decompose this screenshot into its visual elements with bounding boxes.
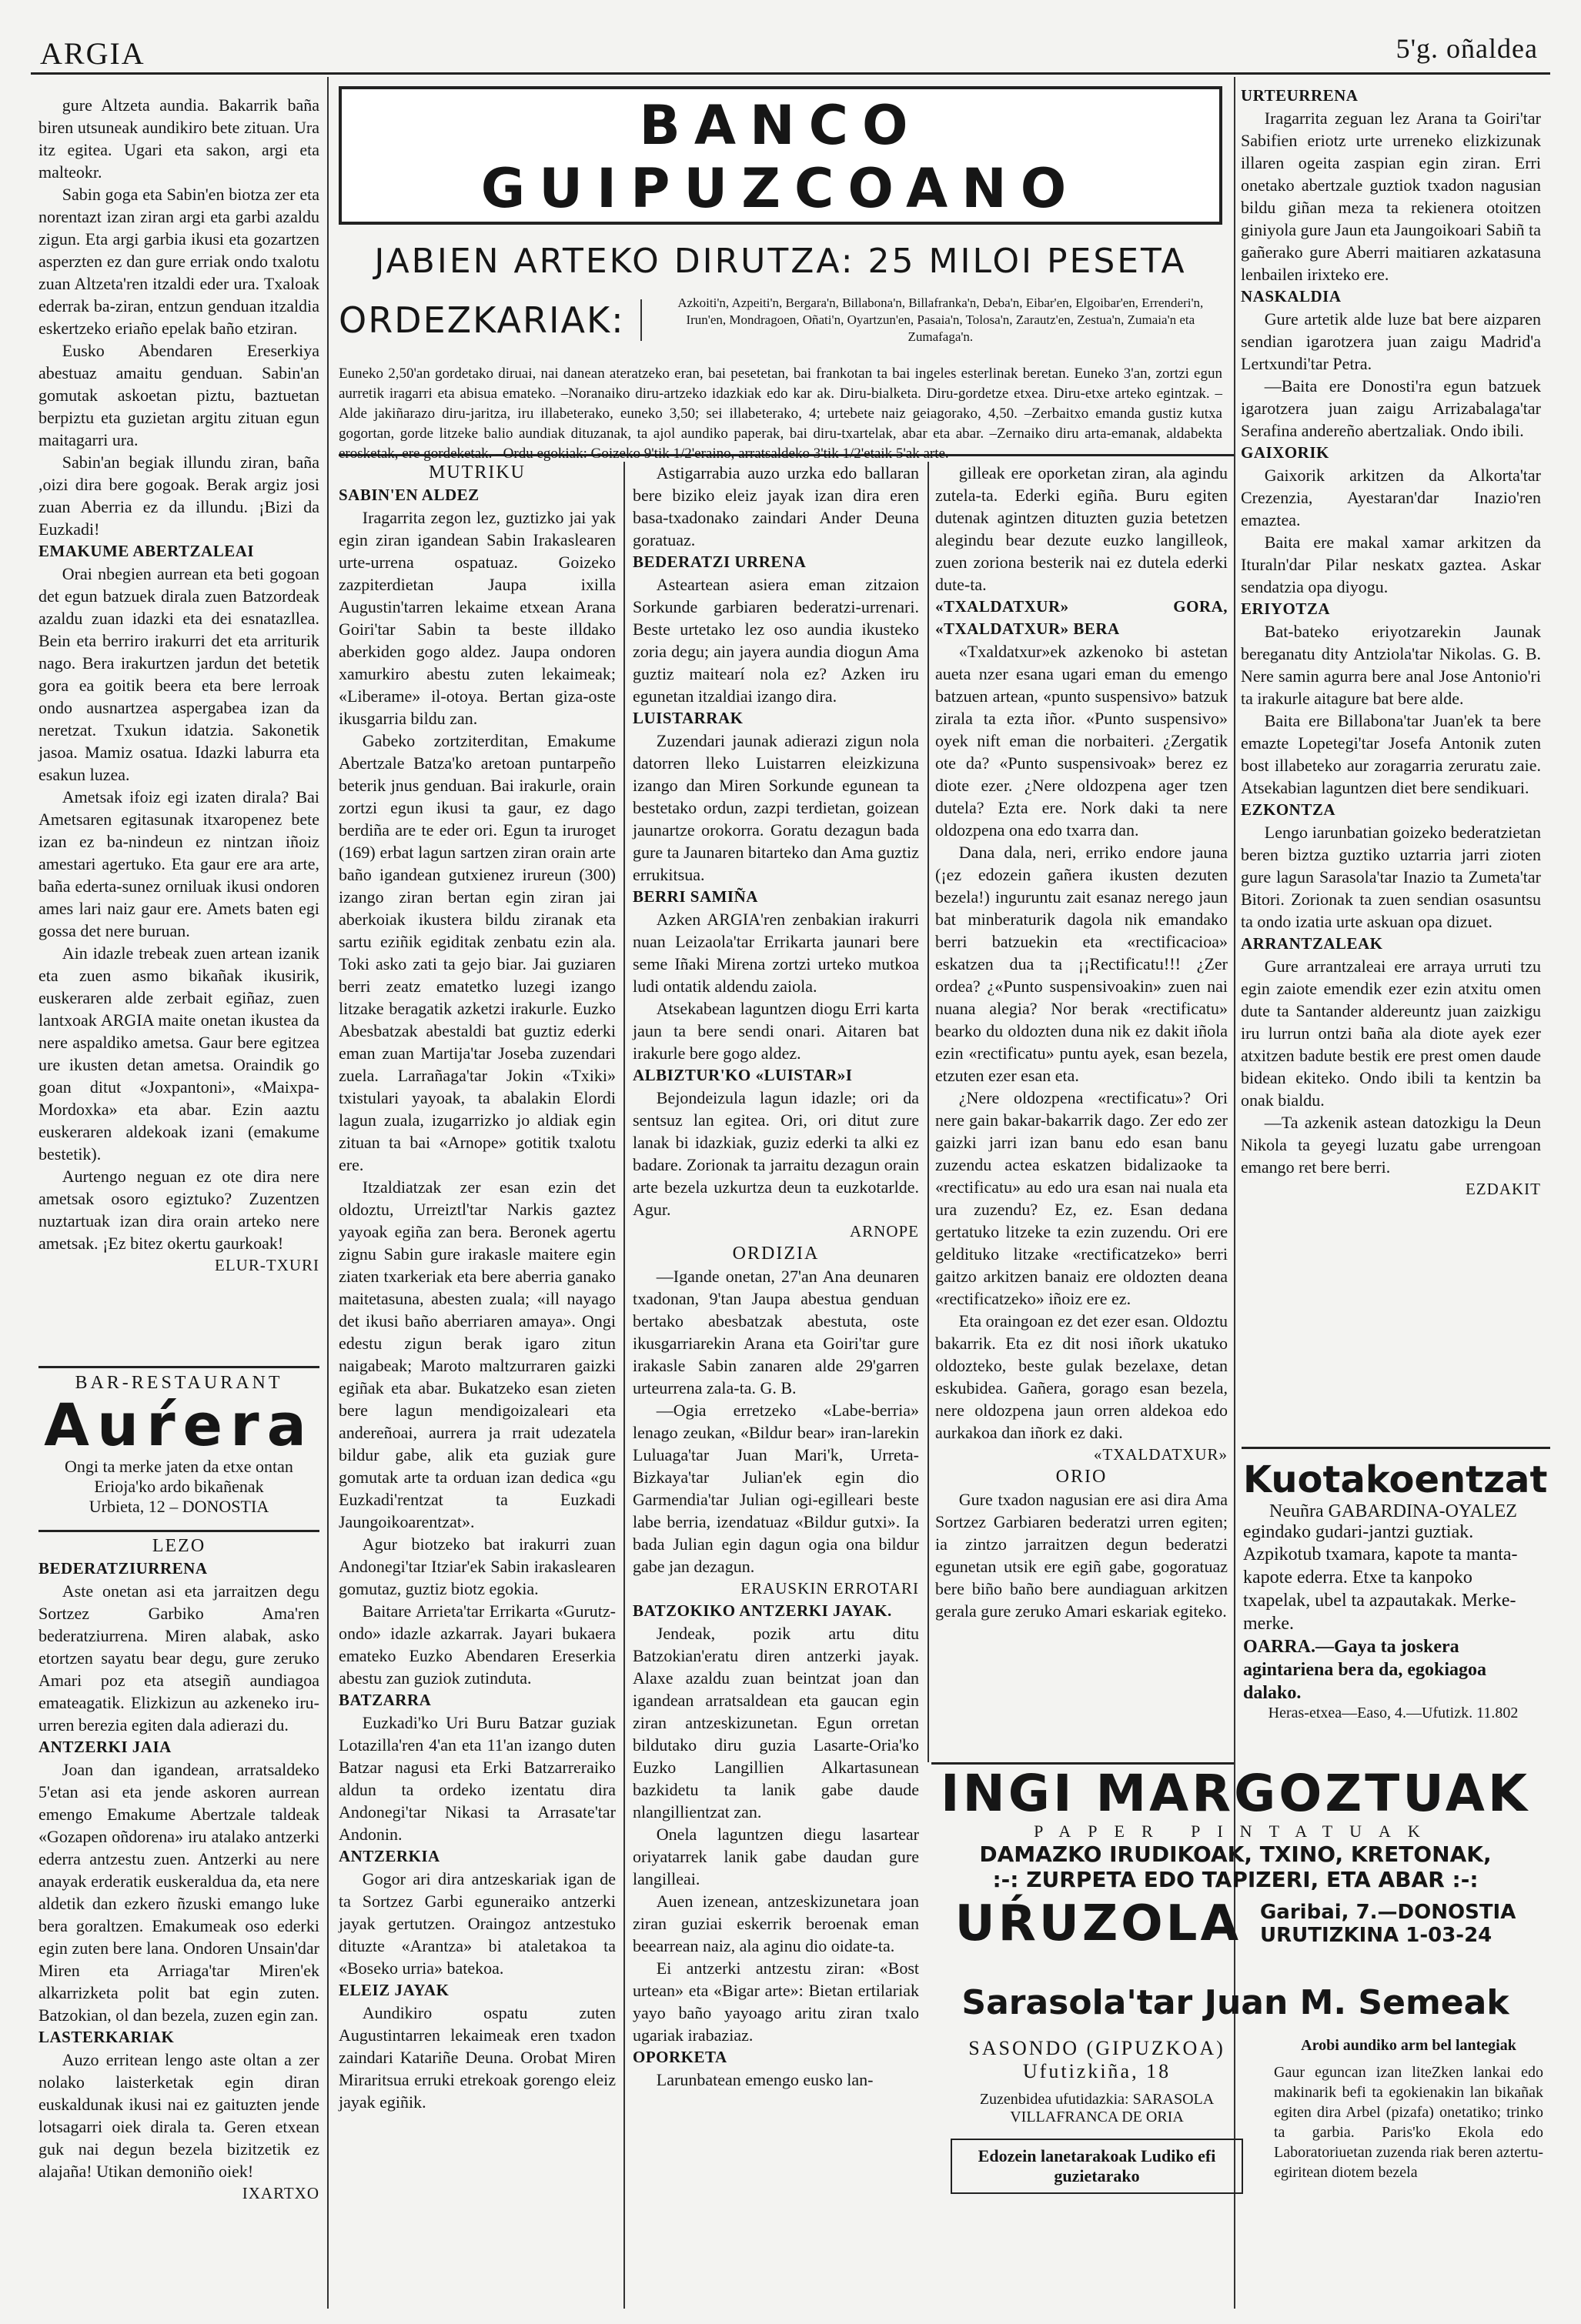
section-title: ORDIZIA xyxy=(732,1244,820,1264)
author-signature: EZDAKIT xyxy=(1466,1180,1541,1198)
article-paragraph: Euzkadi'ko Uri Buru Batzar guziak Lotazilla'ren 4'an eta 11'an izango duten Batzar nagusi eta Erki Batzarreraiko aldun ta ordeko izentatu dira Andonegi'tar Nikasi ta Arrasate'tar Andonin. xyxy=(339,1713,616,1844)
header-rule xyxy=(31,72,1550,75)
section-heading: SABIN'EN ALDEZ xyxy=(339,486,480,504)
ad-body xyxy=(928,2037,1543,2194)
column-1-lezo xyxy=(38,1535,319,2309)
ad-address: Heras-etxea—Easo, 4.—Ufutizk. 11.802 xyxy=(1268,1705,1519,1721)
article-paragraph: —Ta azkenik astean datozkigu la Deun Nikola ta geyegi luzatu gabe urrengoan emango ret bere berri. xyxy=(1241,1113,1541,1177)
article-paragraph: Iragarrita zegon lez, guztizko jai yak egin ziran igandean Sabin Irakaslearen urte-urrena ospatuaz. Goizeko zazpiterdietan Jaupa ixilla Augustin'tarren lekaime etxean Arana Goiri'tar Sabin ta beste illdako aberkiden gogo aldez. Jaupa ondoren xamurkiro abestu zuten lekaimeak; «Liberame» il-otoya. Bertan giza-oste ikusgarria bildu zan. xyxy=(339,508,616,728)
article-paragraph: Aste onetan asi eta jarraitzen degu Sortzez Garbiko Ama'ren bederatziurrena. Miren alabak, asko etortzen sayatu bear degu, gure zeruko Amari poz eta atsegiñ aundiagoa emateagatik. Elizkizun au azkeneko iru-urren berezia egiten dala adierazi du. xyxy=(38,1581,319,1735)
bank-branch-row xyxy=(339,295,1222,346)
article-paragraph: Zuzendari jaunak adierazi zigun nola datorren lleko Luistarren eleizkizuna izango dan Miren Sorkunde egunean ta bestetako ordun, zazpi terdietan, goizean jaunartze orokorra. Goratu dezagun bada gure ta Jaunaren bitarteko dan Ama guztiz errukitsua. xyxy=(633,731,919,884)
article-paragraph: Dana dala, neri, erriko endore jauna (¡ez edozein gañera ikusten dezuten bezela!) inguruntu zait esanaz nerego jaun bat minberaturik dagola nik emandako berri batzuekin eta «rectificacioa» eskatzen dua ta ¡¡Rectificatu!!! ¿Zer ordea? ¿«Punto suspensivoakin» zuen nai nuana alegia? Nor berak «rectificatu» bearko du oldozten duna nik ez dakit iñola ezin «rectificatu» puntu ayek, esan bezela, etzuten ezer esan eta. xyxy=(935,843,1228,1085)
column-2 xyxy=(339,462,616,2301)
section-heading: LASTERKARIAK xyxy=(38,2028,175,2046)
article-paragraph: Aurtengo neguan ez ote dira nere ametsak osoro egiztuko? Zuzentzen nuztartuak izan dira orain arteko nere ametsak. ¡Ez bitez okertu gaurkoak! xyxy=(38,1167,319,1253)
article-paragraph: Onela laguntzen diegu lasartear oriyatarrek lanik gabe daudan gure langilleai. xyxy=(633,1825,919,1888)
branches-label: ORDEZKARIAK: xyxy=(339,299,642,341)
column-divider xyxy=(327,77,329,2309)
article-paragraph: Orai nbegien aurrean eta beti gogoan det egun batzuek dirala zuen Batzordeak azaldu zuan idazki eta dei esnatazllea. Bein eta berriro irakurri det eta arriturik nago. Bera irakurtzen jardun det betetik gora ea goitik beera eta bere lerroak ondo ausnartzea aspergabea izan da neretzat. Txukun idatzia. Sakonetik jasoa. Mamiz osatua. Idazki laburra eta esakun luzea. xyxy=(38,564,319,784)
article-paragraph: Astigarrabia auzo urzka edo ballaran bere biziko eleiz jayak izan dira eren basa-txadonako zaindari Ander Deuna goratuaz. xyxy=(633,463,919,549)
article-paragraph: Eta oraingoan ez det ezer esan. Oldoztu bakarrik. Eta ez dit nosi iñork ukatuko oldozteko, beste gulak bezelaxe, detan eskubidea. Gañera, gorago esan bezela, nere oldozpena jaun orren aldekoa edo aurkakoa dan iñork ez daki. xyxy=(935,1311,1228,1442)
article-paragraph: Sabin goga eta Sabin'en biotza zer eta norentazt izan ziran argi eta garbi azaldu zigun. Eta argi garbia ikusi eta gozartzen asperzten ez dan gure erriak ondo txalotu zuan Altzeta'ren itzaldi eder ura. Txaloak ederrak ba-ziran, entzun genduan itzaldia eskertzeko eriaño epelak baño etziran. xyxy=(38,185,319,338)
section-heading: BEDERATZI URRENA xyxy=(633,553,807,571)
article-paragraph: Ametsak ifoiz egi izaten dirala? Bai Ametsaren egitasunak itxaropenez bete izan ez ba-nindeun ez nintzan iñoiz amestari agertuko. Eta gaur ere ara arte, baña ederta-sunez orniluak ikusi ondoren ames lari naiz gaur ere. Amets baten egi gossa det nere buruan. xyxy=(38,787,319,940)
section-heading: ANTZERKI JAIA xyxy=(38,1738,172,1756)
ad-rule xyxy=(1242,1447,1550,1449)
section-heading: BATZARRA xyxy=(339,1691,432,1709)
article-paragraph: Joan dan igandean, arratsaldeko 5'etan asi eta jende askoren aurrean emengo Emakume Abertzale taldeak «Gozapen oñdorena» iru atalako antzerki ederra antzestu zuen. Antzerki au nere anayak erderatik euskeraldua da, eta nere aldetik dan ezkero ñzuski emango luke bera goraltzen. Emakumeak oso ederki egin zuten bere lana. Ondoren Unsain'dar Miren eta Arriaga'tar Miren'ek alkarrizketa polit bat egin zuten. Batzokian, ol dan bezela, zuzen egin zan. xyxy=(38,1760,319,2025)
article-paragraph: —Ogia erretzeko «Labe-berria» lenago zeukan, «Bildur bear» iran-larekin Luluaga'tar Juan Mari'k, Urreta-Bizkaya'tar Julian'ek egin dio Garmendia'tar Julian ogi-egilleari beste labe berria, izendatuaz «Bildur gutxi». Ia bada Julian egin dagun ogia ona bildur gabe jan dezagun. xyxy=(633,1401,919,1576)
article-paragraph: Agur biotzeko bat irakurri zuan Andonegi'tar Itziar'ek Sabin irakaslearen gomutaz, guztiz biotz egokia. xyxy=(339,1534,616,1598)
column-5 xyxy=(1241,85,1541,1439)
article-paragraph: Azken ARGIA'ren zenbakian irakurri nuan Leizaola'tar Errikarta jaunari bere seme Iñaki Mirena zortzi urteko mutkoa ludi ontatik aldendu zaiola. xyxy=(633,910,919,996)
author-signature: ARNOPE xyxy=(849,1222,919,1240)
article-paragraph: Gure arrantzaleai ere arraya urruti tzu egin zaiote emendik ezer ezin atxitu omen dute ta Santander aldereuntz juan zaizkigu iru lurrun ontzi baña ala diote ayek ezer atxitzen badute bestik ere prest omen daude bidean ekiteko. Ondo ibili ta kentzin ba onak bialdu. xyxy=(1241,957,1541,1110)
ad-line: Neuñra GABARDINA-OYALEZ xyxy=(1269,1501,1517,1521)
ad-line: Zuzenbidea ufutidazkia: SARASOLA VILLAFRANCA DE ORIA xyxy=(979,2091,1215,2125)
ad-subtitle: PAPER PINTATUAK xyxy=(1034,1821,1437,1841)
article-paragraph: Aundikiro ospatu zuten Augustintarren lekaimeak eren txadon zaindari Katariñe Deuna. Orobat Miren Miraritsua erruki etrekoak gorengo eleiz jayak egiñik. xyxy=(339,2003,616,2112)
article-paragraph: Auzo erritean lengo aste oltan a zer nolako laisterketak egin diran euskaldunak ikusi nai ez gaituzten jende lotsagarri oiek dirala ta. Geren etxean guk nai degun bezela bizitzetik ez alajaña! Utikan demoniño oiek! xyxy=(38,2050,319,2181)
article-paragraph: Auen izenean, antzeskizunetara joan ziran guziai eskerrik beroenak eman beearrean naiz, ala aginu dio oidate-ta. xyxy=(633,1892,919,1955)
article-paragraph: Gaixorik arkitzen da Alkorta'tar Crezenzia, Ayestaran'dar Inazio'ren emaztea. xyxy=(1241,466,1541,529)
column-divider xyxy=(1234,77,1235,2309)
section-heading: ELEIZ JAYAK xyxy=(339,1981,450,1999)
ad-brand-row xyxy=(928,1895,1543,1952)
article-paragraph: gure Altzeta aundia. Bakarrik baña biren utsuneak aundikiro bete zituan. Ura itz egitea. Ugari eta sakon, argi eta malteokr. xyxy=(38,95,319,182)
clothing-ad xyxy=(1243,1458,1548,1721)
ad-left xyxy=(928,2037,1266,2194)
section-heading: EMAKUME ABERTZALEAI xyxy=(38,542,255,560)
article-paragraph: Baita ere makal xamar arkitzen da Ituraln'dar Pilar neskatx gaztea. Askar sendatzia opa diyogu. xyxy=(1241,533,1541,596)
ad-phone: URUTIZKINA 1-03-24 xyxy=(1259,1924,1492,1947)
column-1 xyxy=(38,94,319,1356)
article-paragraph: Ain idazle trebeak zuen artean izanik eta zuen asmo bikañak ikusirik, euskeraren alde zerbait egiñaz, zuen lantxoak ARGIA maite onetan ikustea da nere aspaldiko ametsa. Gaur bere egitzea ure ikusten detan ametsa. Oraindik go goan ditut «Joxpantoni», «Maixpa-Mordoxka» eta abar. Ezin aaztu euskeraren aldekoak izani (emakume bestetik). xyxy=(38,943,319,1164)
ad-top-line: BAR-RESTAURANT xyxy=(75,1373,283,1393)
article-paragraph: Ei antzerki antzestu ziran: «Bost urtean» eta «Bigar arte»: Bietan ertilariak yayo baño yayoago aritu ziran txalo ugariak irabaziaz. xyxy=(633,1958,919,2045)
section-heading: «TXALDATXUR» GORA, «TXALDATXUR» BERA xyxy=(935,597,1228,638)
ad-right xyxy=(1266,2037,1543,2194)
section-heading: ANTZERKIA xyxy=(339,1847,440,1865)
article-paragraph: Asteartean asiera eman zitzaion Sorkunde garbiaren bederatzi-urrenari. Beste urtetako lez oso aundia ikusteko zoria degu; ain jayera aundia diogun Ama guztiz maitearí nola ez? Azken iru egunetan itzaldiai izango dira. xyxy=(633,575,919,706)
slate-ad xyxy=(928,1982,1543,2305)
article-paragraph: Lengo iarunbatian goizeko bederatzietan beren biztza guztiko uztarria jarri zioten gure lagun Sarasola'tar Inazio ta Zumeta'tar Bitori. Zorionak ta zuen sendian osasuntsu ta ondo izatia urte askuan opa dizuet. xyxy=(1241,823,1541,931)
author-signature: ERAUSKIN ERROTARI xyxy=(740,1579,919,1598)
section-heading: OPORKETA xyxy=(633,2048,727,2066)
section-title: ORIO xyxy=(1055,1467,1108,1487)
article-paragraph: Iragarrita zeguan lez Arana ta Goiri'tar Sabifien eriotz urte urreneko elizkizunak illaren ogeita zaspian egin ziran. Erri onetako abertzale guztiok txadon nagusian bildu giñan meza ta rekienera otoitzen giniyola gure Jaun eta Jaungoikoari Sabiñ ta gañerako gure Aberri maitiaren azkatasuna lenbailen irixteko ere. xyxy=(1241,109,1541,284)
article-paragraph: —Baita ere Donosti'ra egun batzuek igarotzera juan zaigu Arrizabalaga'tar Serafina andereño abertzaliak. Ondo ibili. xyxy=(1241,376,1541,440)
ad-address: Urbieta, 12 – DONOSTIA xyxy=(89,1497,269,1516)
page-number: 5'g. oñaldea xyxy=(1395,33,1538,64)
ad-line: Azpikotub txamara, kapote ta manta-kapote ederra. Etxe ta kanpoko txapelak, ubel ta azpautakak. Merke-merke. xyxy=(1243,1544,1518,1634)
ad-phone: Ufutizkiña, 18 xyxy=(1022,2060,1172,2082)
article-paragraph: Sabin'an begiak illundu ziran, baña ,oizi dira bere gogoak. Berak argiz josi zuan Aberria ez da illundu. ¡Bizi da Euzkadi! xyxy=(38,452,319,539)
article-paragraph: Gure artetik alde luze bat bere aizparen sendian igarotzera juan zaigu Madrid'a Lertxundi'tar Petra. xyxy=(1241,309,1541,373)
ad-line: egindako gudari-jantzi guztiak. xyxy=(1243,1522,1474,1542)
column-divider xyxy=(928,462,929,1762)
bank-conditions: Euneko 2,50'an gordetako diruai, nai danean ateratzeko eran, bai pesetetan, bai frankotan ta bai ingeles esterlinak beretan. Euneko 3'an, zortzi egun aurretik iragarri eta abisua emateko. –Noranaiko diru-artzeko idazkiak edo kar ak. Diru-bialketa. Diru-gordetze etxea. Diru-etxe arteko egintzak. –Alde jakiñarazo diru-jaritza, iru illabeterako, euneko 3,50; sei illabeterako, 4; urtebete naiz geiagorako, 4,50. –Zerbaitxo emanda gustiz kutxa gogortan, gorde litzeke balio aundiak dituzanak, ta ajol aundiko paperak, bai diru-txartelak, abar eta abar. –Zernaiko diru arta-emanak, aldabekta erosketak, ere gordeketak. –Ordu egokiak: Goizeko 9'tik 1/2'eraino, arratsaldeko 3'tik 1/2'etaik 5'ak arte. xyxy=(339,366,1222,462)
section-heading: ARRANTZALEAK xyxy=(1241,934,1383,953)
author-signature: IXARTXO xyxy=(242,2184,319,2202)
author-signature: ELUR-TXURI xyxy=(215,1256,319,1274)
section-heading: ERIYOTZA xyxy=(1241,599,1331,618)
section-title: LEZO xyxy=(152,1536,206,1556)
bank-title: BANCO GUIPUZCOANO xyxy=(339,86,1222,225)
ad-title: Kuotakoentzat xyxy=(1243,1458,1548,1501)
article-paragraph: Bat-bateko eriyotzarekin Jaunak bereganatu dity Antziola'tar Nikolas. G. B. Nere samin agurra bere anal Jose Antonio'ri ta irakurle aitagure bat bere alde. xyxy=(1241,622,1541,708)
section-title: MUTRIKU xyxy=(429,462,526,482)
column-3 xyxy=(633,462,919,2301)
article-paragraph: Atsekabean laguntzen diogu Erri karta jaun ta bere sendi onari. Aitaren bat irakurle bere gogo aldez. xyxy=(633,999,919,1063)
ad-text: Gaur eguncan izan liteZken lankai edo makinarik befi ta egokienakin lan bikañak egiten dira Arbel (pizafa) onetatiko; trinko ta garbia. Paris'ko Ekola edo Laboratoriuetan zuzenda riak beren aztertu-egiritean diotem bezela xyxy=(1274,2064,1543,2181)
section-heading: BEDERATZIURRENA xyxy=(38,1559,208,1578)
section-heading: LUISTARRAK xyxy=(633,709,744,727)
article-paragraph: «Txaldatxur»ek azkenoko bi astetan aueta nzer esana ugari eman du emengo batzuen artean, «punto suspensivo» batzuk zirala ta ezta iñor. «Punto suspensivo» oyek nift eman die norbaiteri. ¿Zergatik ote da? «Punto suspensivoak» berez ez diote ezer. ¿Nere oldozpena ager tzen dutela? Ezta ere. Nork daki ta nere oldozpena ona edo txarra dan. xyxy=(935,642,1228,840)
article-paragraph: Baitare Arrieta'tar Errikarta «Gurutz-ondo» idazle azkarrak. Jayari bukaera emateko Euzko Abendaren Ereserkia abestu zan guziok zutinduta. xyxy=(339,1601,616,1688)
bank-advertisement xyxy=(339,86,1222,462)
branches-list: Azkoiti'n, Azpeiti'n, Bergara'n, Billabona'n, Billafranka'n, Deba'n, Eibar'en, Elgoibar'en, Errenderi'n, Irun'en, Mondragoen, Oñati'n, Oyartzun'en, Pasaia'n, Tolosa'n, Zarautz'en, Zestua'n, Zumaia'n eta Zumafaga'n. xyxy=(677,296,1204,344)
section-heading: URTEURRENA xyxy=(1241,86,1359,105)
ad-line: Ongi ta merke jaten da etxe ontan xyxy=(65,1457,293,1476)
article-paragraph: Jendeak, pozik artu ditu Batzokian'eratu diren antzerki jayak. Alaxe azaldu zuan beintzat joan dan igandean arratsaldean eta gaucan egin ziran antzeskizunetan. Egun orretan bildutako diru guzia Lasarte-Oria'ko Euzko Langillien Alkartasunean bazkidetu ta lanik gabe daude nlangillientzat zan. xyxy=(633,1624,919,1821)
article-paragraph: ¿Nere oldozpena «rectificatu»? Ori nere gain bakar-bakarrik dago. Zer edo zer gaizki jarri izan banu edo esan banu zuzendu actea eskatzen bidalizaoke ta «rectificatu» au edo ura esan nai nuala eta ura zuzendu? Ez, ez. Esan dedana gertatuko litzeke ta ezin zuzendu. Ori ere geldituko litzake «rectificatzeko» berri gaitzo arkitzen banaiz ere oldozten deana «rectificatzeko» iñoiz ere ez. xyxy=(935,1088,1228,1308)
article-paragraph: Gabeko zortziterditan, Emakume Abertzale Batza'ko aretoan puntarpeño beterik jnus genduan. Bai irakurle, orain zortzi egun ikusi ta gaur, ez dago berdiña are te eder ori. Egun ta iruroget (169) erbat lagun sartzen ziran orain arte baño igandean gutxienez irureun (300) izango ziran bertan egin ziran jai aberkoiak ikustera bildu ziranak eta sartu eziñik egiditak zenbatu ezin ala. Toki asko zati ta gejo biar. Jai guziaren berri zeatz ematetko luzegi izango litzake beragatik azketzi irakurle. Euzko Abesbatzak abestaldi bat guztiz ederki eman zuan Martija'tar Joseba zuzendari zuela. Larrañaga'tar Jokin «Txiki» txistulari yayoak, ta abalakin Elordi lagun zuala, izugarrizko jo aldiak egin zituan ta bai «Arnope» gotitik txalotu ere. xyxy=(339,731,616,1174)
restaurant-ad xyxy=(38,1366,319,1532)
wallpaper-ad xyxy=(928,1766,1543,1974)
article-paragraph: —Igande onetan, 27'an Ana deunaren txadonan, 9'tan Jaupa abestua genduan bertako abesbatzak abestuta, oste ikusgarriarekin Arana eta Goiri'tar gure irakasle Sabin zanaren alde 29'garren urteurrena zala-ta. G. B. xyxy=(633,1267,919,1397)
article-paragraph: Gure txadon nagusian ere asi dira Ama Sortzez Garbiaren bederatzi urren egiten; ia zintzo jarraitzen degun bederatzi egunetan utsik ere egiñ gabe, gogoratuaz bere biño baño bere aundiaguan arkitzen gerala gure zeruko Amari eskariak egiteko. xyxy=(935,1490,1228,1621)
article-paragraph: gilleak ere oporketan ziran, ala agindu zutela-ta. Ederki egiña. Buru egiten dutenak agintzen dituzten guzia betetzen alegindu bear dezute euzko langilleok, zuen zoriona besterik nai ez dutela ederki dute-ta. xyxy=(935,463,1228,594)
masthead-title: ARGIA xyxy=(40,36,145,71)
column-divider xyxy=(623,462,625,2309)
ad-note: OARRA.—Gaya ta joskera agintariena bera da, egokiagoa dalako. xyxy=(1243,1637,1486,1703)
ad-line: DAMAZKO IRUDIKOAK, TXINO, KRETONAK, xyxy=(979,1842,1492,1867)
section-heading: EZKONTZA xyxy=(1241,800,1336,819)
article-paragraph: Itzaldiatzak zer esan ezin det oldoztu, Urreiztl'tar Narkis gaztez yayoak egiña zan bera. Beronek agertu zignu Sabin gure irakasle maitere egin ziaten txarkeriak eta bere aberria ganako maitetasuna, abesten zuala; «ill nayago det ikusi baño aberriaren amaya». Ongi edestu zigun berak igaro zitun naigabeak; Maroto maltzurraren gaizki egiñak eta abar. Bukatzeko esan zieten bere lagun mendigoizaleari eta andereñoai, aurrera ja rrait udezatela bildur gabe, alik eta guziak gure gomutak arte ta orduan izan dedica «gu Euzkadi'rentzat ta Euzkadi Jaungoikoarentzat». xyxy=(339,1177,616,1531)
section-heading: GAIXORIK xyxy=(1241,443,1329,462)
column-4 xyxy=(935,462,1228,1755)
article-paragraph: Larunbatean emengo eusko lan- xyxy=(656,2070,874,2089)
ad-address: Garibai, 7.—DONOSTIA xyxy=(1259,1901,1516,1924)
ad-box: Edozein lanetarakoak Ludiko efi guzietarako xyxy=(951,2139,1243,2194)
author-signature: «TXALDATXUR» xyxy=(1093,1445,1228,1464)
ad-title: Sarasola'tar Juan M. Semeak xyxy=(961,1983,1509,2022)
section-heading: ALBIZTUR'KO «LUISTAR»I xyxy=(633,1066,853,1084)
ad-line: SASONDO (GIPUZKOA) xyxy=(968,2037,1225,2059)
ad-line: Arobi aundiko arm bel lantegiak xyxy=(1301,2037,1516,2054)
section-heading: NASKALDIA xyxy=(1241,287,1342,306)
bank-capital: JABIEN ARTEKO DIRUTZA: 25 MILOI PESETA xyxy=(374,242,1187,281)
article-paragraph: Eusko Abendaren Ereserkiya abestuaz amaitu genduan. Sabin'an gomutak askoetan piztu, baztuetan berpiztu eta guzietan argitu zituan egun maitagarri ura. xyxy=(38,341,319,449)
section-heading: BATZOKIKO ANTZERKI JAYAK. xyxy=(633,1601,892,1620)
ad-address-block xyxy=(1260,1901,1516,1947)
article-paragraph: Baita ere Billabona'tar Juan'ek ta bere emazte Lopetegi'tar Josefa Antonik zuten bost illabeteko aur zoragarria zeruratu zaie. Atsekabian laguntzen diet bere sendikuari. xyxy=(1241,711,1541,797)
ad-brand: UŔUZOLA xyxy=(954,1895,1242,1952)
article-paragraph: Bejondeizula lagun idazle; ori da sentsuz lan egitea. Ori, ori ditut zure lanak bi idazkiak, guziz ederki ta alki ez badare. Zorionak ta jarraitu dezagun orain arte bezela uzkurtza deun ta euzkotarlde. Agur. xyxy=(633,1088,919,1219)
ad-line: :-: ZURPETA EDO TAPIZERI, ETA ABAR :-: xyxy=(992,1867,1479,1892)
ad-line: Erioja'ko ardo bikañenak xyxy=(94,1477,264,1496)
ad-title: INGI MARGOZTUAK xyxy=(940,1764,1531,1823)
section-heading: BERRI SAMIÑA xyxy=(633,887,758,906)
ad-brand: Auŕera xyxy=(44,1391,314,1459)
article-paragraph: Gogor ari dira antzeskariak igan de ta Sortzez Garbi eguneraiko antzerki jayak gertutzen. Oraingoz antzestuko dituzte «Arantza» bi ataletakoa ta «Boseko urria» batekoa. xyxy=(339,1869,616,1978)
